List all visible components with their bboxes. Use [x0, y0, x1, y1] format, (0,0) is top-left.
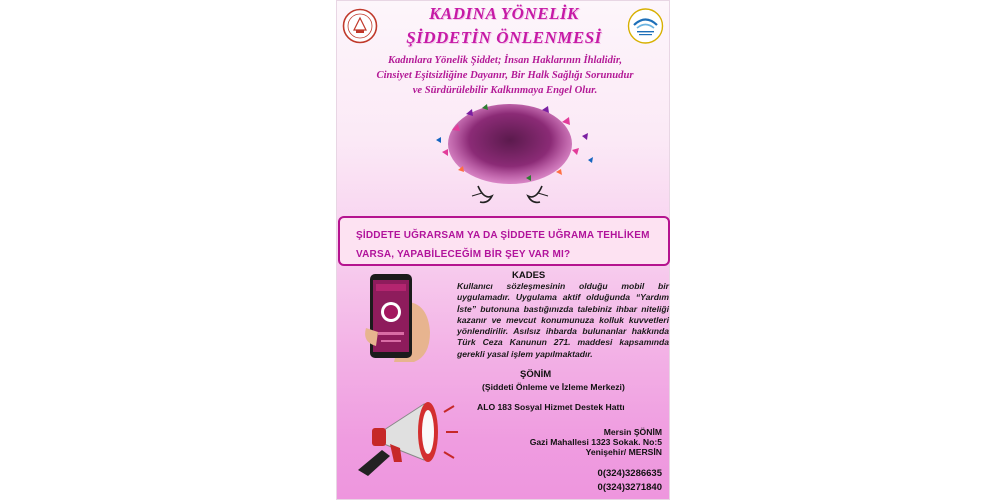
intro-line-3: ve Sürdürülebilir Kalkınmaya Engel Olur. — [412, 85, 598, 96]
kades-phone-icon — [364, 272, 434, 364]
butterfly-woman-illustration — [422, 100, 598, 212]
address-line-1: Mersin ŞÖNİM — [603, 427, 662, 437]
sonim-subtitle: (Şiddeti Önleme ve İzleme Merkezi) — [482, 382, 625, 392]
kades-description: Kullanıcı sözleşmesinin olduğu mobil bir uygulamadır. Uygulama aktif olduğunda “Yardım İste” butonuna bastığınızda talebiniz ihbar niteliği kazanır ve mevcut konumunuza kolluk kuvvetleri yönlendirilir. Asılsız ihbarda bulunanlar hakkında Türk Ceza Kanunun 271. maddesi kapsamında gerekli yasal işlem yapılmaktadır. — [457, 281, 669, 359]
ministry-seal-icon — [342, 8, 378, 44]
poster — [336, 0, 670, 500]
phone-number-2: 0(324)3271840 — [597, 482, 662, 493]
address-line-2: Gazi Mahallesi 1323 Sokak. No:5 — [529, 437, 662, 447]
question-line-1: ŞİDDETE UĞRARSAM YA DA ŞİDDETE UĞRAMA TEHLİKEM — [356, 230, 650, 241]
sonim-title: ŞÖNİM — [520, 369, 552, 380]
intro-text — [346, 53, 664, 98]
kades-title: KADES — [512, 270, 546, 281]
institution-logo-icon — [627, 8, 664, 44]
intro-line-1: Kadınlara Yönelik Şiddet; İnsan Haklarının İhlalidir, — [387, 55, 623, 66]
alo-183-hotline: ALO 183 Sosyal Hizmet Destek Hattı — [477, 402, 625, 412]
title-line-2: ŞİDDETİN ÖNLENMESİ — [406, 28, 602, 47]
intro-line-2: Cinsiyet Eşitsizliğine Dayanır, Bir Halk Sağlığı Sorunudur — [376, 70, 634, 81]
question-line-2: VARSA, YAPABİLECEĞİM BİR ŞEY VAR MI? — [356, 249, 571, 260]
question-box — [338, 216, 670, 266]
megaphone-icon — [354, 390, 462, 476]
phone-number-1: 0(324)3286635 — [597, 468, 662, 479]
title-line-1: KADINA YÖNELİK — [429, 4, 579, 23]
address-line-3: Yenişehir/ MERSİN — [585, 447, 662, 457]
